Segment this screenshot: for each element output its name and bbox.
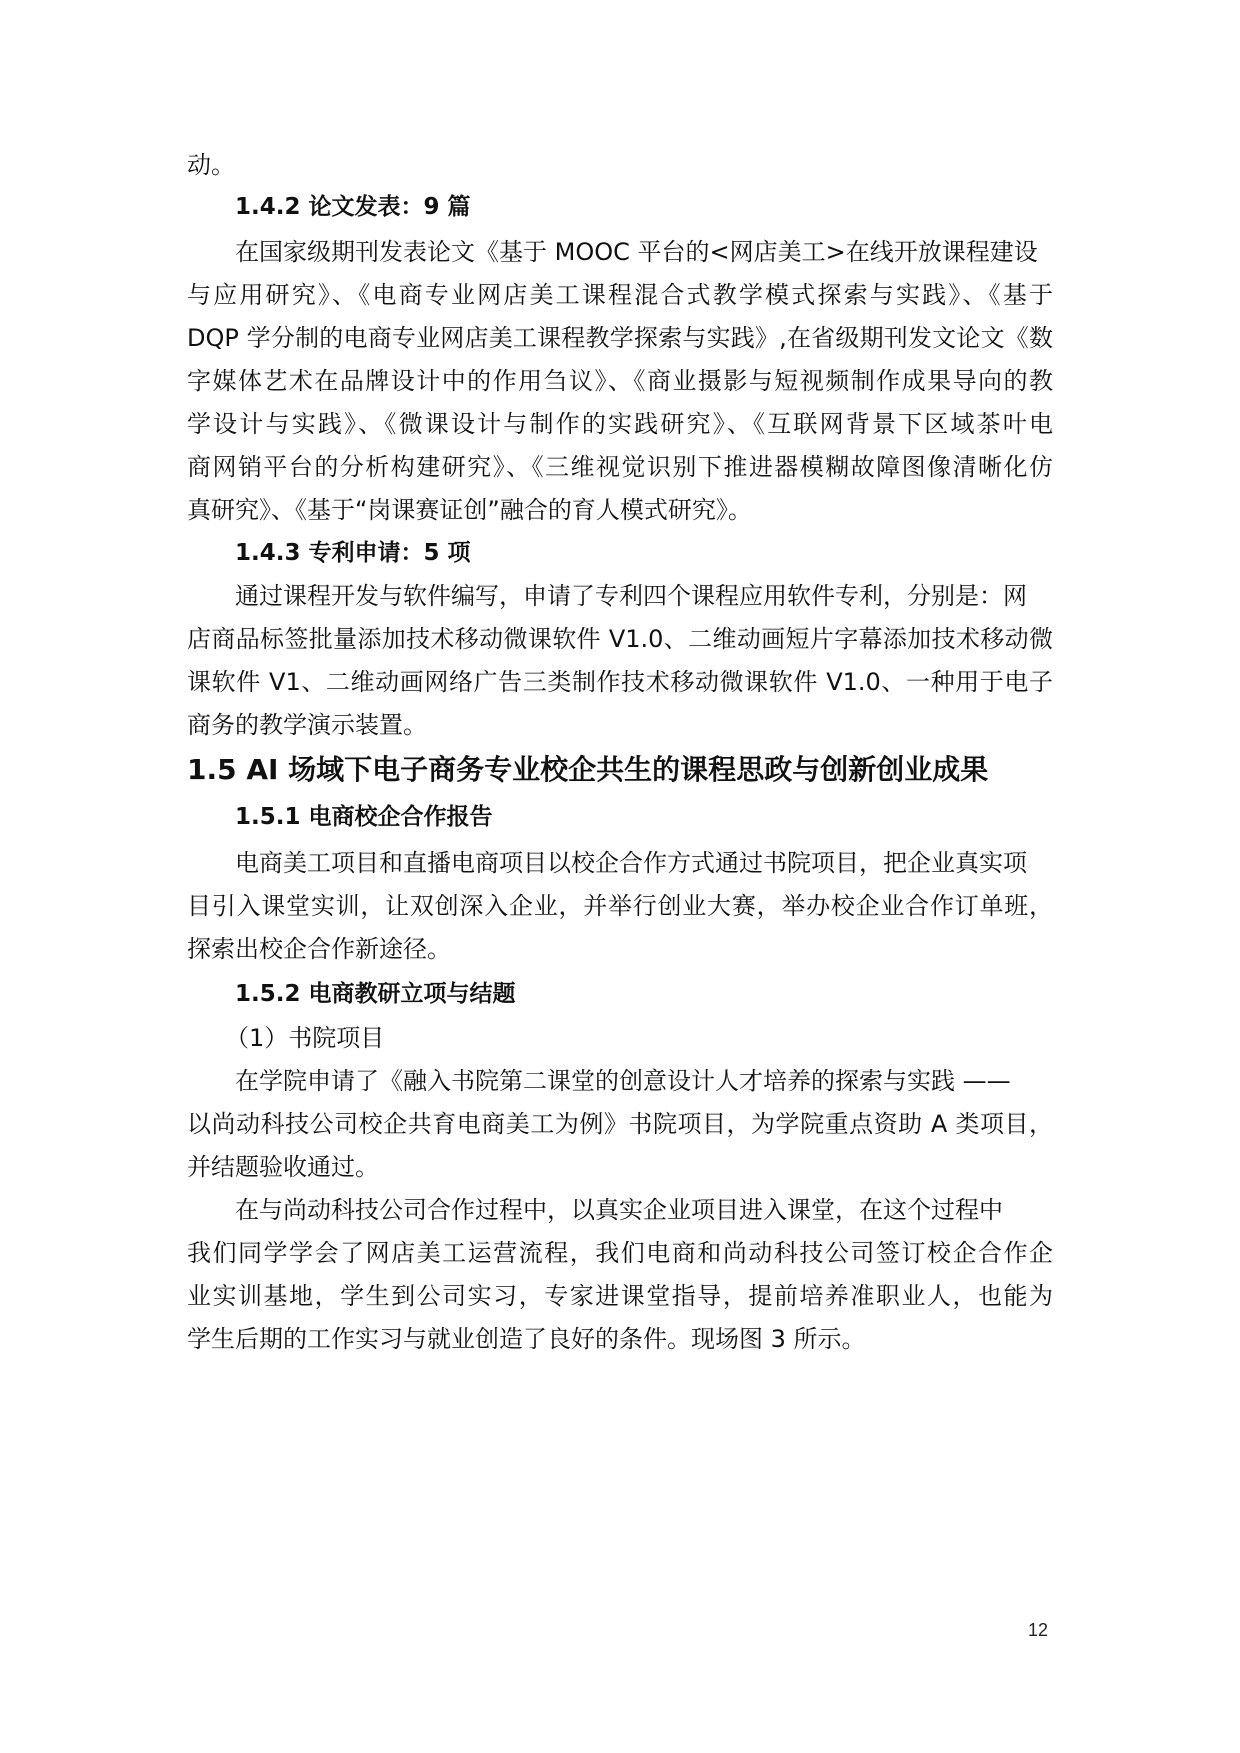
paragraph-line: 学设计与实践》、《微课设计与制作的实践研究》、《互联网背景下区域茶叶电: [187, 410, 1053, 438]
paragraph-line: 在国家级期刊发表论文《基于 MOOC 平台的<网店美工>在线开放课程建设: [235, 238, 1038, 266]
section-heading: 1.4.2 论文发表：9 篇: [235, 194, 471, 220]
paragraph-line: 商网销平台的分析构建研究》、《三维视觉识别下推进器模糊故障图像清晰化仿: [187, 453, 1053, 481]
paragraph-line: 字媒体艺术在品牌设计中的作用刍议》、《商业摄影与短视频制作成果导向的教: [187, 367, 1053, 395]
paragraph-line: DQP 学分制的电商专业网店美工课程教学探索与实践》,在省级期刊发文论文《数: [187, 324, 1053, 352]
paragraph-line: 与应用研究》、《电商专业网店美工课程混合式教学模式探索与实践》、《基于: [187, 281, 1053, 309]
paragraph-line: 课软件 V1、二维动画网络广告三类制作技术移动微课软件 V1.0、一种用于电子: [187, 668, 1053, 696]
paragraph-line: 业实训基地，学生到公司实习，专家进课堂指导，提前培养准职业人，也能为: [187, 1282, 1053, 1310]
paragraph-line: 探索出校企合作新途径。: [187, 935, 451, 963]
paragraph-line: 以尚动科技公司校企共育电商美工为例》书院项目，为学院重点资助 A 类项目，: [187, 1110, 1053, 1138]
section-heading: 1.4.3 专利申请：5 项: [235, 540, 471, 566]
paragraph-line: 并结题验收通过。: [187, 1153, 379, 1181]
paragraph-line: 我们同学学会了网店美工运营流程，我们电商和尚动科技公司签订校企合作企: [187, 1239, 1053, 1267]
paragraph-line: 在学院申请了《融入书院第二课堂的创意设计人才培养的探索与实践 ——: [235, 1067, 1011, 1095]
paragraph-line: 真研究》、《基于“岗课赛证创”融合的育人模式研究》。: [187, 496, 752, 524]
paragraph-line: 学生后期的工作实习与就业创造了良好的条件。现场图 3 所示。: [187, 1325, 866, 1353]
paragraph-line: 商务的教学演示装置。: [187, 711, 427, 739]
paragraph-line: 动。: [187, 151, 235, 179]
chapter-heading: 1.5 AI 场域下电子商务专业校企共生的课程思政与创新创业成果: [187, 753, 989, 786]
paragraph-line: 通过课程开发与软件编写，申请了专利四个课程应用软件专利，分别是：网: [235, 582, 1027, 610]
page-number: 12: [1028, 1620, 1049, 1640]
paragraph-line: 在与尚动科技公司合作过程中，以真实企业项目进入课堂，在这个过程中: [235, 1196, 1003, 1224]
paragraph-line: 电商美工项目和直播电商项目以校企合作方式通过书院项目，把企业真实项: [235, 849, 1027, 877]
paragraph-line: 店商品标签批量添加技术移动微课软件 V1.0、二维动画短片字幕添加技术移动微: [187, 625, 1053, 653]
section-heading: 1.5.2 电商教研立项与结题: [235, 981, 516, 1007]
section-heading: 1.5.1 电商校企合作报告: [235, 804, 493, 830]
paragraph-line: 目引入课堂实训，让双创深入企业，并举行创业大赛，举办校企业合作订单班，: [187, 892, 1053, 920]
subsection-label: （1）书院项目: [225, 1024, 385, 1052]
